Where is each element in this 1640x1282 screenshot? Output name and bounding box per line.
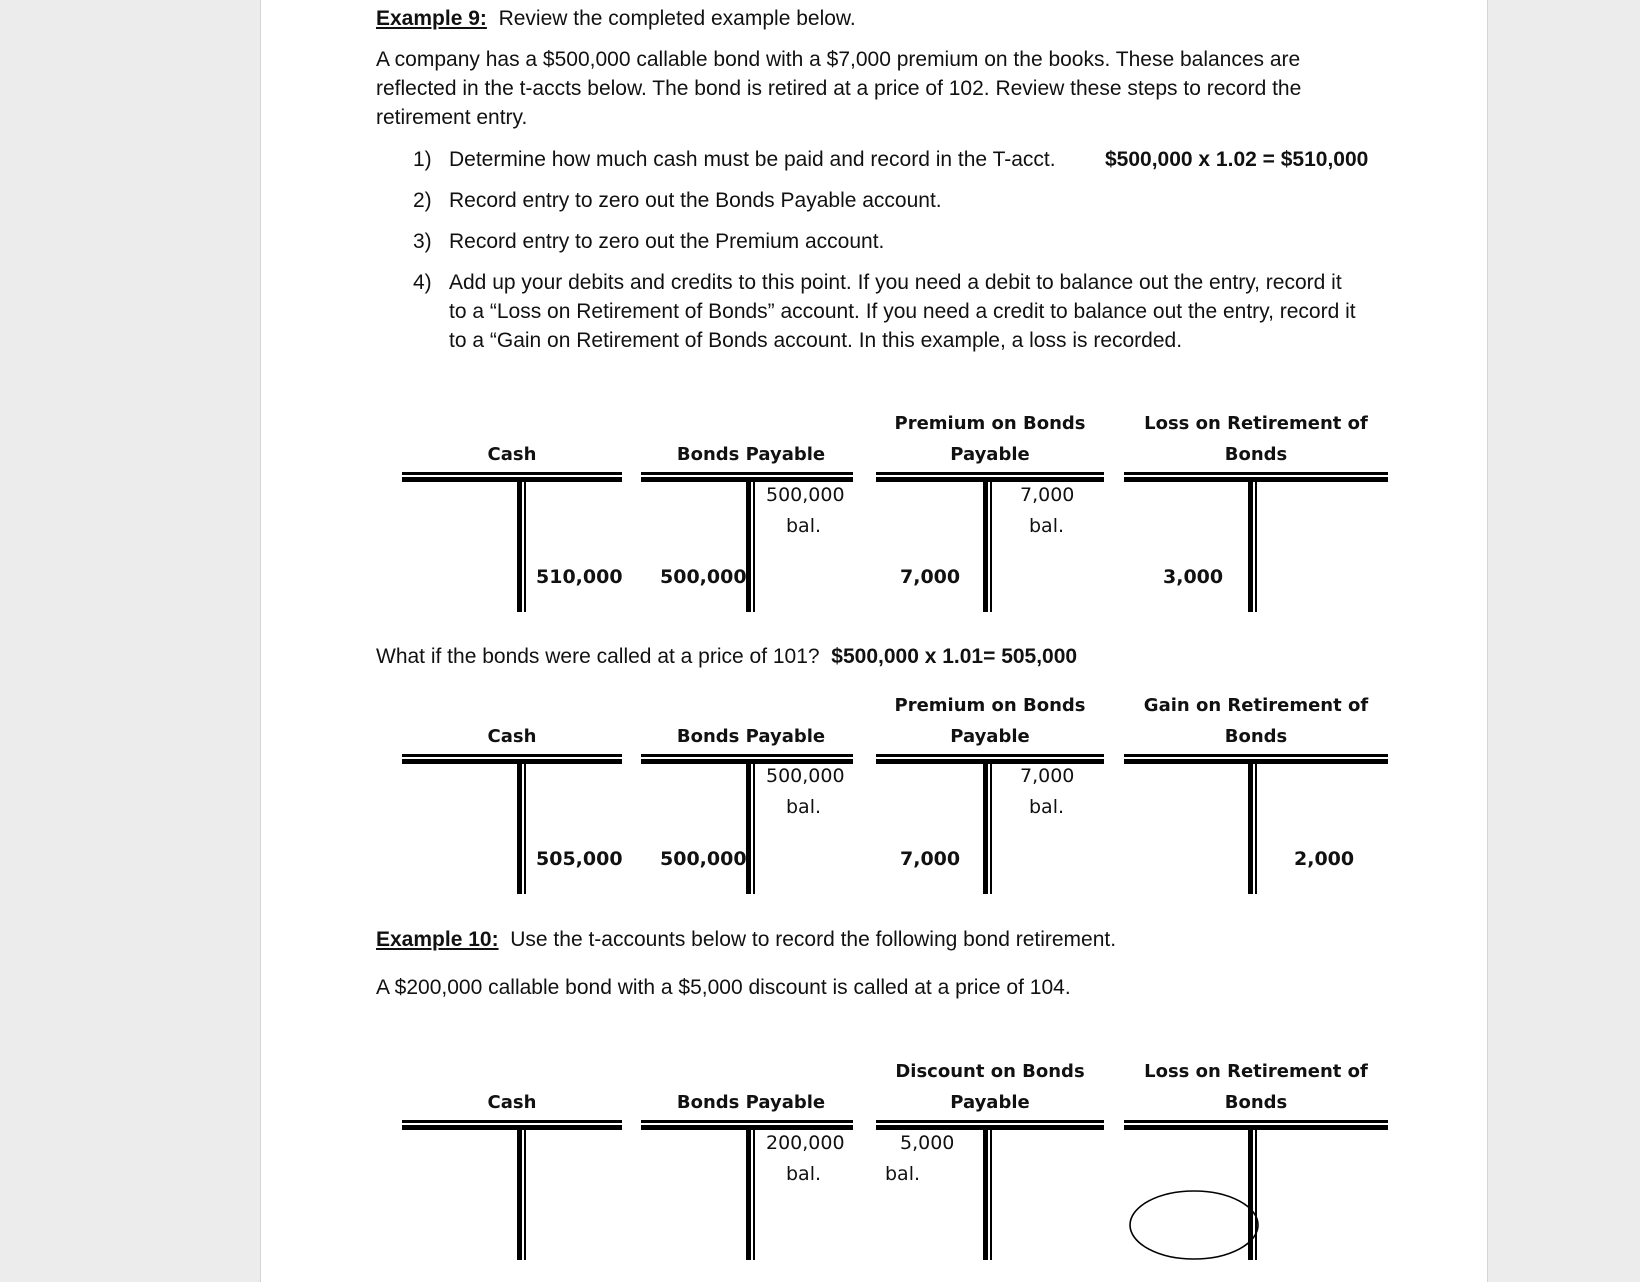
- premium2-t-stem2: [990, 760, 992, 894]
- premium-title-line2: Payable: [950, 444, 1030, 465]
- cash3-title: Cash: [487, 1092, 537, 1113]
- step-4-number: 4): [413, 271, 432, 294]
- whatif-calc: $500,000 x 1.01= 505,000: [831, 645, 1078, 668]
- discount-t-top: [876, 1120, 1104, 1123]
- discount-t-stem: [983, 1126, 988, 1260]
- bonds3-t-stem2: [753, 1126, 755, 1260]
- bonds2-t-stem2: [753, 760, 755, 894]
- gain-title-line1: Gain on Retirement of: [1143, 695, 1369, 716]
- discount-bal-amount: 5,000: [900, 1132, 955, 1154]
- step-1-text: Determine how much cash must be paid and record in the T-acct.: [449, 148, 1056, 171]
- premium2-debit: 7,000: [900, 848, 961, 870]
- premium-t-stem2: [990, 478, 992, 612]
- step-3: [413, 229, 1413, 255]
- gain-t-stem: [1248, 760, 1253, 894]
- step-4: [413, 270, 1413, 354]
- discount-bal-label: bal.: [885, 1163, 921, 1185]
- bonds2-bal-amount: 500,000: [766, 765, 845, 787]
- bonds3-title: Bonds Payable: [676, 1092, 826, 1113]
- bonds3-t-stem: [746, 1126, 751, 1260]
- bonds-t-stem2: [753, 478, 755, 612]
- step-3-text: Record entry to zero out the Premium account.: [449, 230, 885, 253]
- step-4-line3: to a “Gain on Retirement of Bonds account. In this example, a loss is recorded.: [449, 329, 1183, 352]
- cash3-t-stem2: [524, 1126, 526, 1260]
- cash-t-top: [402, 472, 622, 475]
- discount-title-line2: Payable: [950, 1092, 1030, 1113]
- loss-t-top: [1124, 472, 1388, 475]
- cash-t-stem: [517, 478, 522, 612]
- bonds3-t-top: [641, 1120, 853, 1123]
- bonds-payable-title: Bonds Payable: [676, 444, 826, 465]
- example9-para-line2: reflected in the t-accts below. The bond is retired at a price of 102. Review these steps to record the: [376, 77, 1302, 100]
- step-2-number: 2): [413, 189, 432, 212]
- loss-debit: 3,000: [1163, 566, 1224, 588]
- cash2-t-top2: [402, 759, 622, 764]
- whatif-line: [376, 644, 1077, 670]
- bonds2-t-stem: [746, 760, 751, 894]
- example9-label: Example 9:: [376, 7, 487, 30]
- example10-label: Example 10:: [376, 928, 499, 951]
- loss3-t-top: [1124, 1120, 1388, 1123]
- bonds-bal-label: bal.: [786, 515, 822, 537]
- bonds2-title: Bonds Payable: [676, 726, 826, 747]
- bonds2-bal-label: bal.: [786, 796, 822, 818]
- bonds-debit: 500,000: [660, 566, 747, 588]
- premium-t-stem: [983, 478, 988, 612]
- answer-oval-shape: [1126, 1188, 1264, 1264]
- bonds2-t-top: [641, 754, 853, 757]
- premium-debit: 7,000: [900, 566, 961, 588]
- loss3-title-line1: Loss on Retirement of: [1144, 1061, 1368, 1082]
- discount-title-line1: Discount on Bonds: [895, 1061, 1085, 1082]
- cash2-title: Cash: [487, 726, 537, 747]
- step-2: [413, 188, 1413, 214]
- discount-t-stem2: [990, 1126, 992, 1260]
- gain-t-top: [1124, 754, 1388, 757]
- loss3-title-line2: Bonds: [1224, 1092, 1288, 1113]
- loss-title-line1: Loss on Retirement of: [1144, 413, 1368, 434]
- cash3-t-top2: [402, 1125, 622, 1130]
- step-3-number: 3): [413, 230, 432, 253]
- premium-t-top: [876, 472, 1104, 475]
- cash-credit: 510,000: [536, 566, 623, 588]
- premium-bal-label: bal.: [1029, 515, 1065, 537]
- bonds3-bal-amount: 200,000: [766, 1132, 845, 1154]
- bonds3-bal-label: bal.: [786, 1163, 822, 1185]
- bonds-bal-amount: 500,000: [766, 484, 845, 506]
- example9-heading: [376, 6, 856, 32]
- premium2-bal-label: bal.: [1029, 796, 1065, 818]
- gain-t-stem2: [1255, 760, 1257, 894]
- bonds-t-top: [641, 472, 853, 475]
- step-1-number: 1): [413, 148, 432, 171]
- cash2-t-top: [402, 754, 622, 757]
- example10-heading: [376, 927, 1116, 953]
- bonds-t-stem: [746, 478, 751, 612]
- premium-title-line1: Premium on Bonds: [894, 413, 1086, 434]
- step-4-line2: to a “Loss on Retirement of Bonds” account. If you need a credit to balance out the entry, record it: [449, 300, 1356, 323]
- step-4-line1: Add up your debits and credits to this point. If you need a debit to balance out the entry, record it: [449, 271, 1342, 294]
- loss-t-stem2: [1255, 478, 1257, 612]
- cash2-t-stem: [517, 760, 522, 894]
- example10-intro: Use the t-accounts below to record the following bond retirement.: [510, 928, 1117, 951]
- cash-t-top2: [402, 477, 622, 482]
- bonds2-debit: 500,000: [660, 848, 747, 870]
- example9-para-line1: A company has a $500,000 callable bond with a $7,000 premium on the books. These balances are: [376, 48, 1301, 71]
- cash3-t-stem: [517, 1126, 522, 1260]
- example9-intro: Review the completed example below.: [498, 7, 856, 30]
- cash-title: Cash: [487, 444, 537, 465]
- cash3-t-top: [402, 1120, 622, 1123]
- step-2-text: Record entry to zero out the Bonds Payable account.: [449, 189, 942, 212]
- gain-credit: 2,000: [1294, 848, 1355, 870]
- premium2-t-stem: [983, 760, 988, 894]
- premium2-bal-amount: 7,000: [1020, 765, 1075, 787]
- example9-para-line3: retirement entry.: [376, 106, 528, 129]
- cash-t-stem2: [524, 478, 526, 612]
- cash2-credit: 505,000: [536, 848, 623, 870]
- loss-t-stem: [1248, 478, 1253, 612]
- premium-bal-amount: 7,000: [1020, 484, 1075, 506]
- loss-title-line2: Bonds: [1224, 444, 1288, 465]
- premium2-title-line2: Payable: [950, 726, 1030, 747]
- example10-para: A $200,000 callable bond with a $5,000 discount is called at a price of 104.: [376, 976, 1071, 999]
- step-1: [413, 147, 1413, 173]
- step-1-calc: $500,000 x 1.02 = $510,000: [1105, 148, 1369, 171]
- whatif-question: What if the bonds were called at a price of 101?: [376, 645, 820, 668]
- premium2-t-top: [876, 754, 1104, 757]
- gain-title-line2: Bonds: [1224, 726, 1288, 747]
- premium2-title-line1: Premium on Bonds: [894, 695, 1086, 716]
- cash2-t-stem2: [524, 760, 526, 894]
